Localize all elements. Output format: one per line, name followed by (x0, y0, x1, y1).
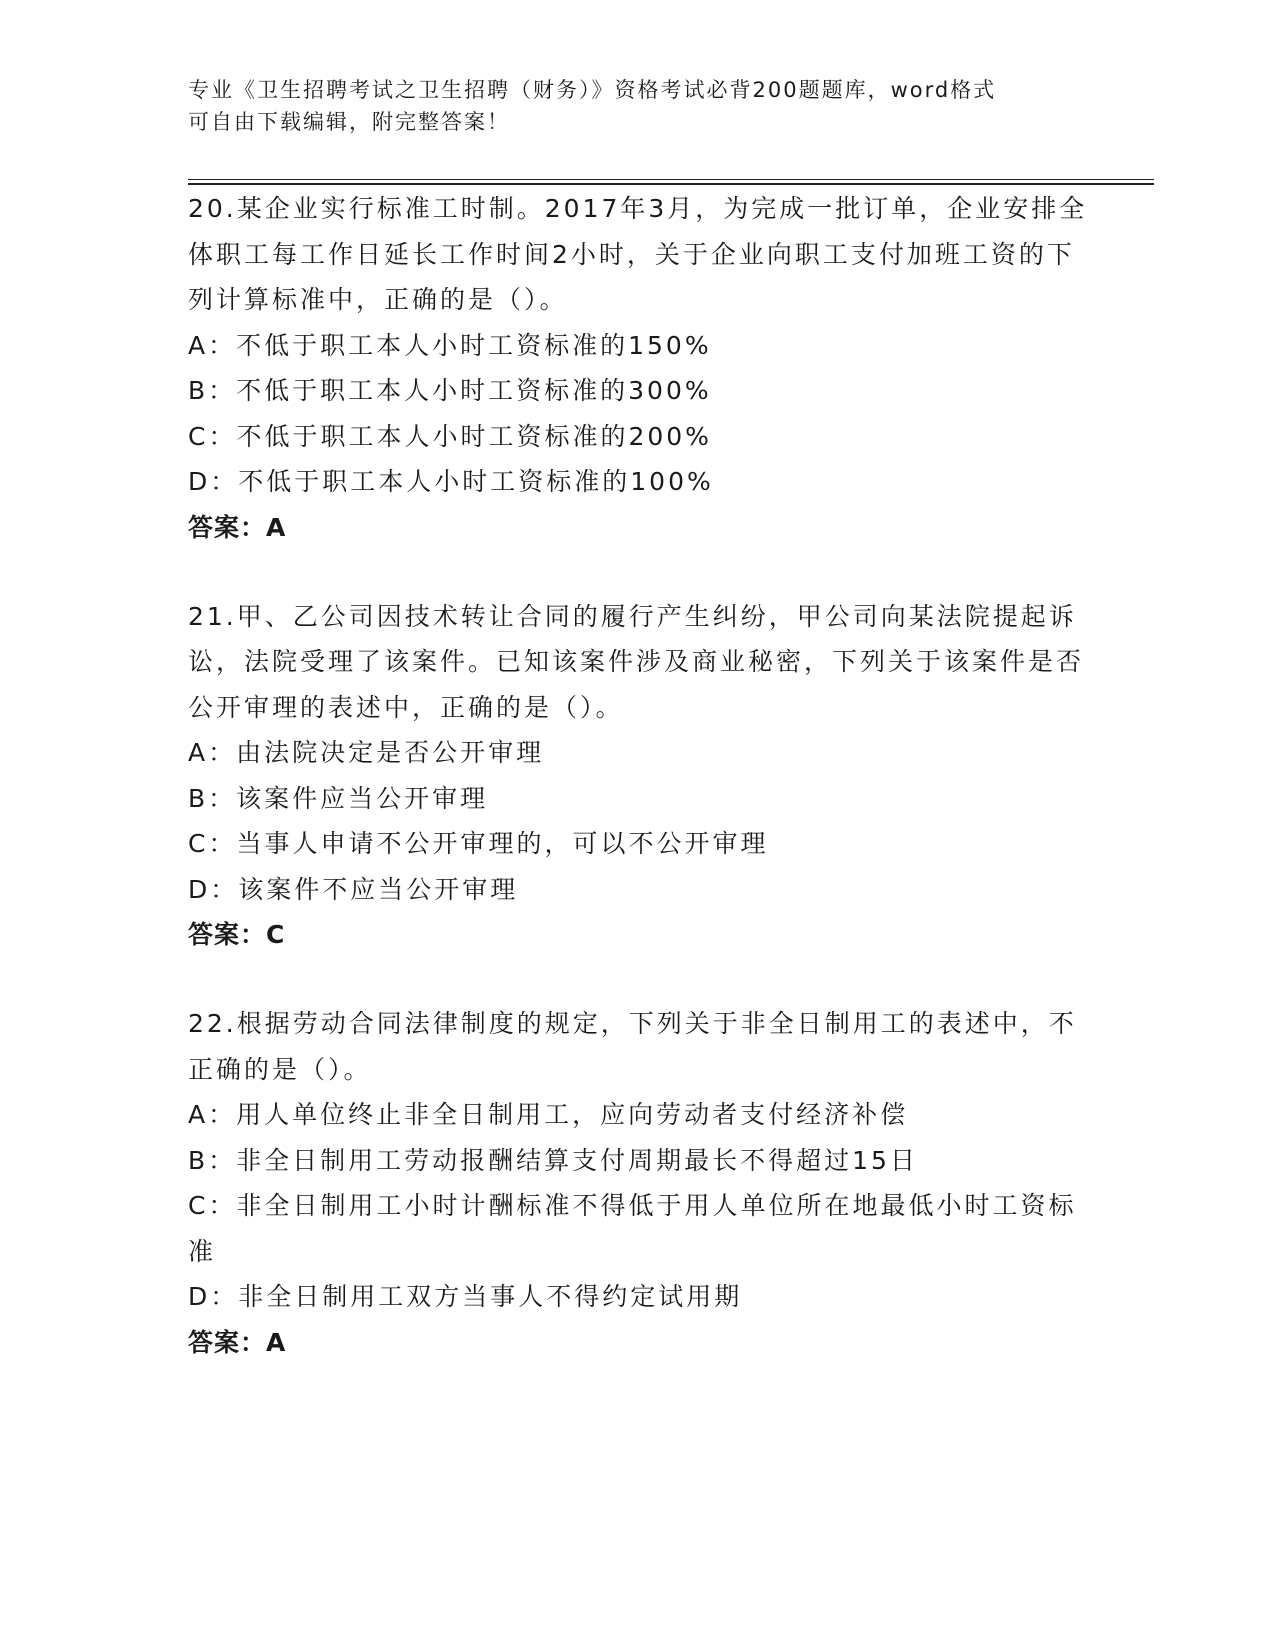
option-d: D：该案件不应当公开审理 (188, 874, 519, 904)
option-c: C：非全日制用工小时计酬标准不得低于用人单位所在地最低小时工资标准 (188, 1191, 1077, 1266)
question-20 (188, 186, 1088, 550)
option-a: A：由法院决定是否公开审理 (188, 738, 545, 767)
answer-label: 答案：A (188, 512, 287, 542)
question-text: 21.甲、乙公司因技术转让合同的履行产生纠纷，甲公司向某法院提起诉讼，法院受理了该案件。已知该案件涉及商业秘密，下列关于该案件是否公开审理的表述中，正确的是（）。 (188, 601, 1085, 722)
answer-label: 答案：A (188, 1327, 287, 1357)
header-line-1: 专业《卫生招聘考试之卫生招聘（财务）》资格考试必背200题题库，word格式 (188, 78, 997, 102)
option-c: C：当事人申请不公开审理的，可以不公开审理 (188, 829, 769, 858)
question-text: 20.某企业实行标准工时制。2017年3月，为完成一批订单，企业安排全体职工每工作日延长工作时间2小时，关于企业向职工支付加班工资的下列计算标准中，正确的是（）。 (188, 194, 1088, 314)
document-header (188, 74, 1088, 138)
option-a: A：不低于职工本人小时工资标准的150% (188, 330, 712, 360)
question-text: 22.根据劳动合同法律制度的规定，下列关于非全日制用工的表述中，不正确的是（）。 (188, 1009, 1077, 1084)
header-divider-thick (188, 183, 1154, 185)
header-line-2: 可自由下载编辑，附完整答案！ (188, 110, 510, 134)
question-22 (188, 1001, 1088, 1365)
question-21 (188, 594, 1088, 958)
option-b: B：不低于职工本人小时工资标准的300% (188, 376, 712, 405)
question-list (188, 186, 1088, 1409)
option-c: C：不低于职工本人小时工资标准的200% (188, 421, 712, 451)
option-b: B：该案件应当公开审理 (188, 783, 489, 813)
answer-label: 答案：C (188, 920, 286, 949)
option-d: D：非全日制用工双方当事人不得约定试用期 (188, 1282, 743, 1311)
option-b: B：非全日制用工劳动报酬结算支付周期最长不得超过15日 (188, 1145, 918, 1175)
header-divider-thin (188, 179, 1154, 180)
option-d: D：不低于职工本人小时工资标准的100% (188, 467, 714, 496)
option-a: A：用人单位终止非全日制用工，应向劳动者支付经济补偿 (188, 1100, 909, 1129)
